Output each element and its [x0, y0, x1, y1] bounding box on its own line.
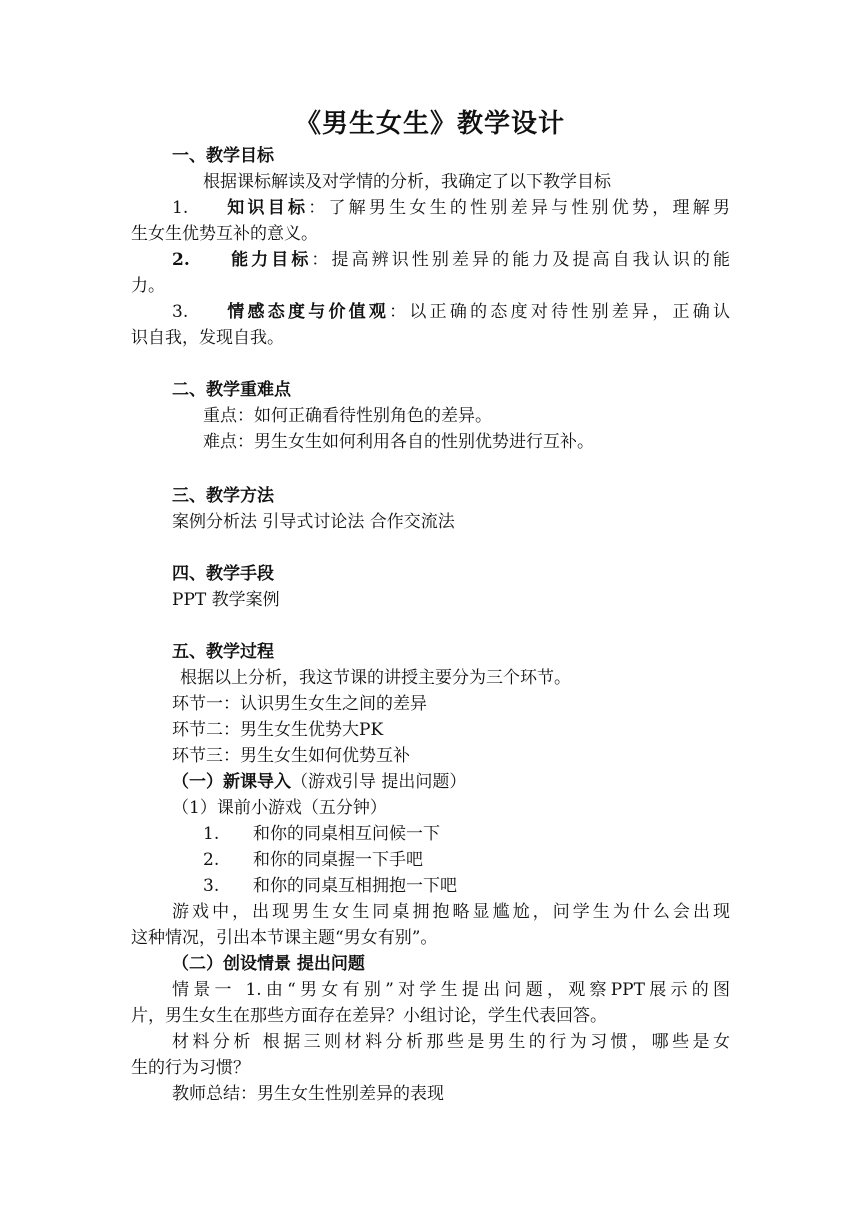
objective-number: 1. [172, 198, 189, 218]
game-note-line-2: 这种情况，引出本节课主题“男女有别”。 [131, 928, 438, 948]
objective-item-2 [172, 247, 730, 273]
objective-item-3 [172, 299, 730, 325]
document-title: 《男生女生》教学设计 [294, 109, 565, 139]
game-step-1 [203, 821, 440, 847]
objective-label: 能力目标 [228, 250, 312, 270]
game-heading: （1）课前小游戏（五分钟） [172, 798, 387, 818]
difficult-point: 难点：男生女生如何利用各自的性别优势进行互补。 [203, 432, 594, 452]
step-number: 3. [203, 876, 220, 896]
material-line-2: 生的行为习惯？ [131, 1058, 250, 1078]
objective-label: 知识目标 [224, 198, 309, 218]
objective-item-3-cont: 识自我，发现自我。 [131, 328, 284, 348]
part-1-rest: （游戏引导 提出问题） [291, 772, 467, 792]
objective-item-1-cont: 生女生优势互补的意义。 [131, 224, 318, 244]
game-step-3 [203, 873, 457, 899]
process-intro: 根据以上分析，我这节课的讲授主要分为三个环节。 [180, 668, 571, 688]
objectives-intro: 根据课标解读及对学情的分析，我确定了以下教学目标 [203, 172, 611, 192]
material-line-1: 材料分析 根据三则材料分析那些是男生的行为习惯，哪些是女 [172, 1032, 730, 1052]
step-number: 1. [203, 824, 220, 844]
stage-2: 环节二：男生女生优势大PK [172, 720, 384, 740]
key-point: 重点：如何正确看待性别角色的差异。 [203, 406, 492, 426]
objective-text: ：以正确的态度对待性别差异，正确认 [389, 302, 731, 322]
section-heading-objectives: 一、教学目标 [172, 146, 274, 166]
scene-1-line-2: 片，男生女生在那些方面存在差异？小组讨论，学生代表回答。 [131, 1006, 607, 1026]
section-heading-means: 四、教学手段 [172, 564, 274, 584]
means-text: PPT 教学案例 [172, 590, 280, 610]
objective-text: ：提高辨识性别差异的能力及提高自我认识的能 [311, 250, 731, 270]
game-note-line-1: 游戏中，出现男生女生同桌拥抱略显尴尬，问学生为什么会出现 [172, 902, 730, 922]
section-heading-methods: 三、教学方法 [172, 486, 274, 506]
game-step-2 [203, 847, 423, 873]
objective-number: 3. [172, 302, 189, 322]
objective-item-2-cont: 力。 [131, 276, 165, 296]
section-heading-process: 五、教学过程 [172, 642, 274, 662]
objective-item-1 [172, 195, 730, 221]
step-number: 2. [203, 850, 220, 870]
objective-text: ：了解男生女生的性别差异与性别优势，理解男 [308, 198, 731, 218]
objective-number: 2. [172, 250, 190, 270]
stage-3: 环节三：男生女生如何优势互补 [172, 746, 410, 766]
methods-text: 案例分析法 引导式讨论法 合作交流法 [172, 512, 455, 532]
objective-label: 情感态度与价值观 [224, 302, 390, 322]
scene-1-line-1: 情景一 1.由“男女有别”对学生提出问题，观察PPT展示的图 [172, 980, 730, 1000]
part-1-bold: （一）新课导入 [172, 772, 291, 792]
stage-1: 环节一：认识男生女生之间的差异 [172, 694, 427, 714]
part-1-heading [172, 769, 466, 795]
part-2-heading: （二）创设情景 提出问题 [172, 954, 365, 974]
section-heading-key-points: 二、教学重难点 [172, 380, 291, 400]
step-text: 和你的同桌相互问候一下 [253, 824, 440, 844]
step-text: 和你的同桌互相拥抱一下吧 [253, 876, 457, 896]
step-text: 和你的同桌握一下手吧 [253, 850, 423, 870]
teacher-summary: 教师总结：男生女生性别差异的表现 [172, 1084, 444, 1104]
